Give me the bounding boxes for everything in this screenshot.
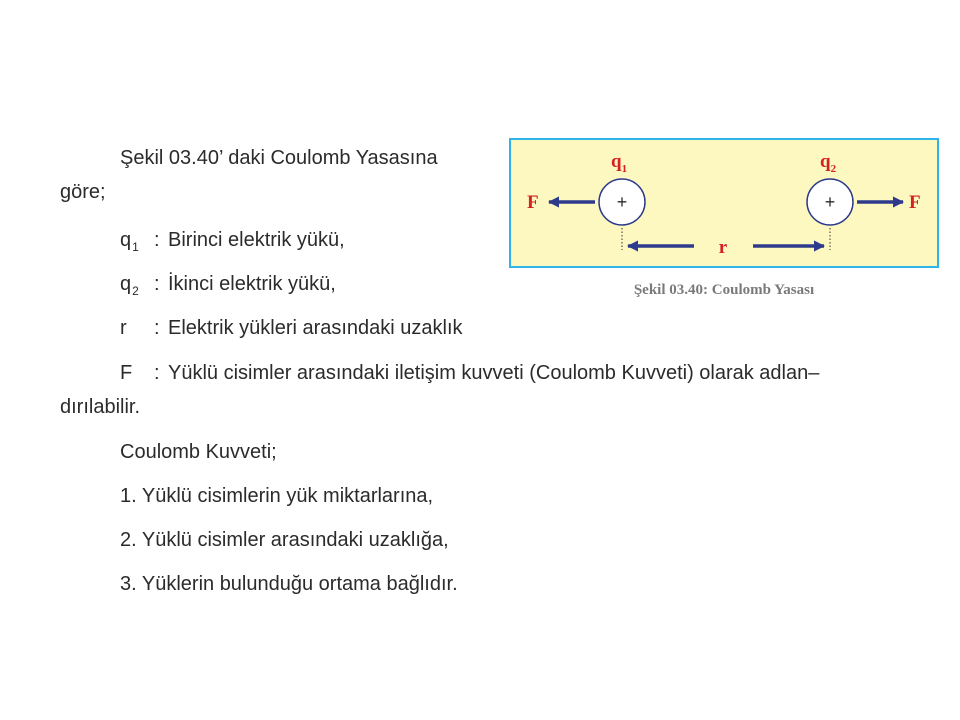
symbol: r [120, 317, 127, 339]
colon: : [154, 229, 160, 251]
definition-F-continuation: dırılabilir. [60, 396, 141, 418]
plus-sign-icon: + [616, 192, 628, 212]
colon: : [154, 317, 160, 339]
list-item: 2. Yüklü cisimler arasındaki uzaklığa, [120, 529, 449, 551]
definition-F [120, 361, 820, 385]
distance-label: r [718, 237, 728, 258]
symbol-subscript: 2 [132, 284, 139, 298]
definition-text: Yüklü cisimler arasındaki iletişim kuvveti (Coulomb Kuvveti) olarak adlan– [168, 362, 820, 384]
definition-text: Birinci elektrik yükü, [168, 229, 345, 251]
definition-r [120, 316, 463, 340]
colon: : [154, 273, 160, 295]
definition-q1 [120, 228, 345, 254]
charge-q2-label: $q_2$ [820, 151, 837, 175]
symbol-subscript: 1 [132, 240, 139, 254]
list-item: 1. Yüklü cisimlerin yük miktarlarına, [120, 485, 434, 507]
coulomb-title: Coulomb Kuvveti; [120, 441, 277, 463]
figure-caption: Şekil 03.40: Coulomb Yasası [633, 282, 815, 298]
definition-text: İkinci elektrik yükü, [168, 273, 336, 295]
force-label-left: F [527, 192, 539, 213]
symbol: q [120, 273, 132, 295]
coulomb-diagram [509, 138, 939, 268]
coulomb-diagram-svg [511, 140, 941, 270]
force-label-right: F [909, 192, 921, 213]
symbol: q [120, 229, 132, 251]
plus-sign-icon: + [824, 192, 836, 212]
intro-line-1: Şekil 03.40’ daki Coulomb Yasasına [120, 147, 438, 169]
charge-q1-label: $q_1$ [611, 151, 628, 175]
colon: : [154, 362, 160, 384]
list-item: 3. Yüklerin bulunduğu ortama bağlıdır. [120, 573, 458, 595]
definition-q2 [120, 272, 336, 298]
symbol: F [120, 362, 133, 384]
intro-line-2: göre; [60, 181, 106, 203]
definition-text: Elektrik yükleri arasındaki uzaklık [168, 317, 463, 339]
